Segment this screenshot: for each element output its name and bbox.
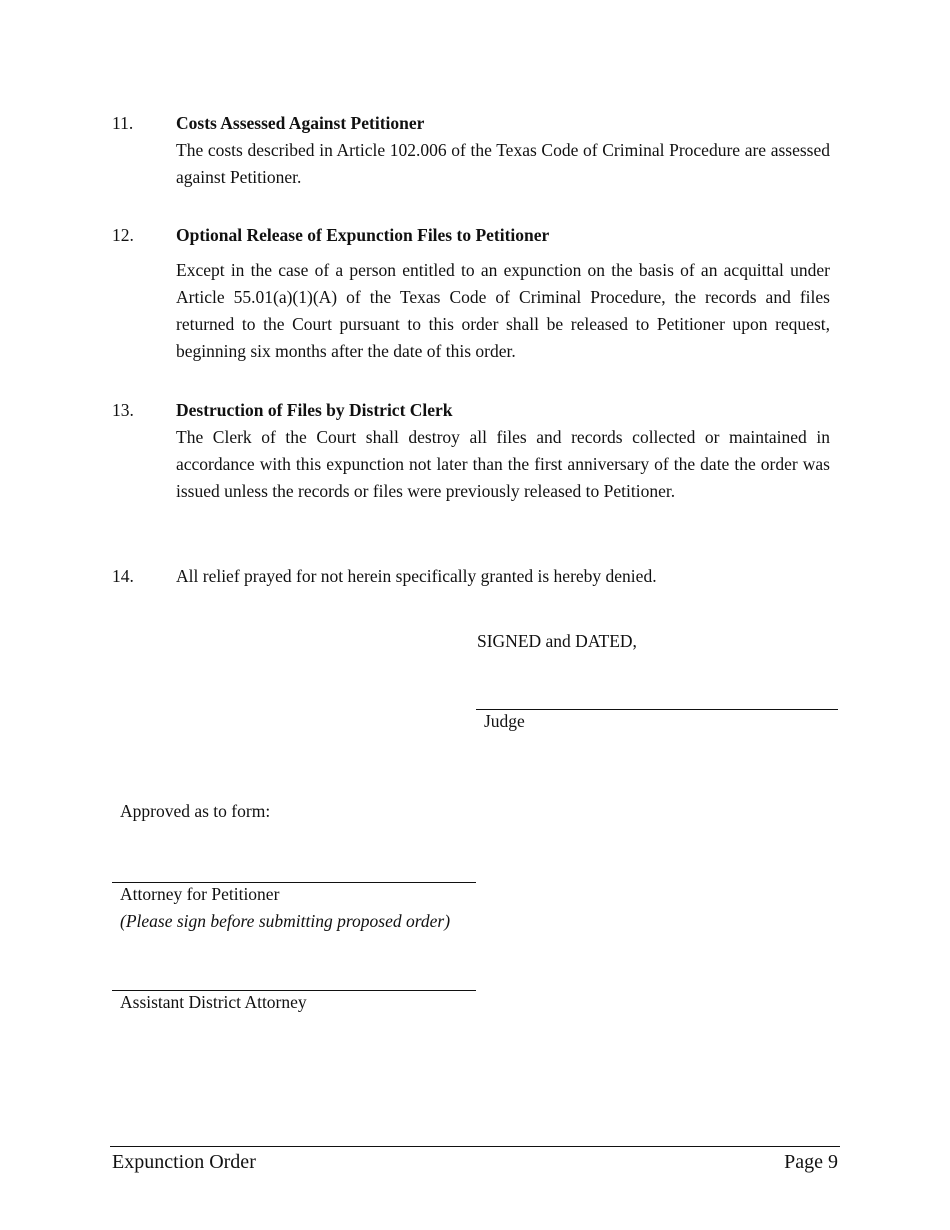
- section-number: 11.: [112, 113, 134, 133]
- section-heading: Costs Assessed Against Petitioner: [176, 113, 425, 133]
- footer-page-number: Page 9: [784, 1151, 838, 1173]
- footer-title: Expunction Order: [112, 1151, 256, 1173]
- attorney-for-petitioner-label: Attorney for Petitioner: [120, 884, 280, 904]
- attorney-sign-note: (Please sign before submitting proposed order): [120, 911, 451, 931]
- section-number: 12.: [112, 225, 134, 245]
- section-14: [112, 563, 830, 590]
- section-number: 14.: [112, 566, 134, 586]
- section-text: All relief prayed for not herein specifically granted is hereby denied.: [176, 566, 657, 586]
- section-11: [112, 110, 830, 191]
- judge-signature-line[interactable]: [476, 709, 838, 710]
- section-text: Except in the case of a person entitled to an expunction on the basis of an acquittal under Article 55.01(a)(1)(A) of the Texas Code of Criminal Procedure, the records and files returned to the Court pursuant to this order shall be released to Petitioner upon request, beginning six months after the date of this order.: [176, 260, 830, 361]
- section-12: [112, 222, 830, 365]
- section-heading: Optional Release of Expunction Files to Petitioner: [176, 225, 550, 245]
- assistant-district-attorney-label: Assistant District Attorney: [120, 992, 307, 1012]
- judge-label: Judge: [484, 711, 525, 731]
- section-text: The costs described in Article 102.006 of the Texas Code of Criminal Procedure are assessed against Petitioner.: [176, 140, 830, 187]
- section-heading: Destruction of Files by District Clerk: [176, 400, 453, 420]
- section-number: 13.: [112, 400, 134, 420]
- section-text: The Clerk of the Court shall destroy all files and records collected or maintained in accordance with this expunction not later than the first anniversary of the date the order was issued unless the records or files were previously released to Petitioner.: [176, 427, 830, 501]
- signed-dated-label: SIGNED and DATED,: [477, 631, 637, 651]
- section-13: [112, 397, 830, 505]
- footer-divider: [110, 1146, 840, 1147]
- approved-as-to-form-label: Approved as to form:: [120, 801, 271, 821]
